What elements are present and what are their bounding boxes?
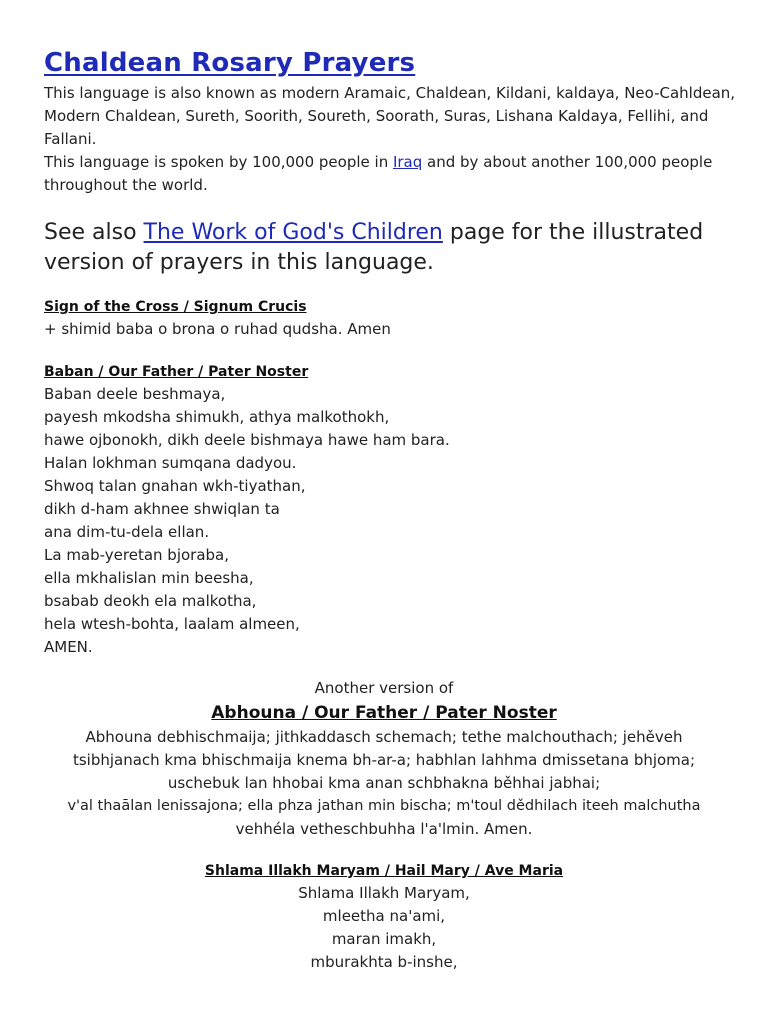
prayer-line: vehhéla vetheschbuhha l'a'lmin. Amen. xyxy=(235,820,533,838)
page-title[interactable]: Chaldean Rosary Prayers xyxy=(44,48,416,78)
abhouna-lines xyxy=(34,726,734,841)
our-father-section xyxy=(44,361,744,659)
prayer-line: maran imakh, xyxy=(331,930,437,948)
intro-speakers xyxy=(44,151,744,197)
hail-mary-lines xyxy=(34,882,734,974)
prayer-line: tsibhjanach kma bhischmaija knema bh-ar-a; habhlan lahhma dmissetana bhjoma; xyxy=(72,751,696,769)
work-of-gods-children-link[interactable]: The Work of God's Children xyxy=(143,220,443,245)
prayer-line: AMEN. xyxy=(44,638,93,656)
intro-language-names: This language is also known as modern Aramaic, Chaldean, Kildani, kaldaya, Neo-Cahldean, Modern Chaldean, Sureth, Soorith, Soureth, Soorath, Suras, Lishana Kaldaya, Fellihi, and Fallani. xyxy=(44,84,736,148)
another-version-label: Another version of xyxy=(314,679,454,697)
prayer-line: v'al thaālan lenissajona; ella phza jathan min bischa; m'toul dědhilach iteeh malchutha xyxy=(67,798,701,814)
intro-speakers-text: This language is spoken by 100,000 people in xyxy=(44,153,393,171)
prayer-line: Baban deele beshmaya, xyxy=(44,385,226,403)
our-father-heading: Baban / Our Father / Pater Noster xyxy=(44,364,309,380)
prayer-line: ella mkhalislan min beesha, xyxy=(44,569,254,587)
prayer-line: bsabab deokh ela malkotha, xyxy=(44,592,257,610)
prayer-line: hawe ojbonokh, dikh deele bishmaya hawe ham bara. xyxy=(44,431,450,449)
prayer-line: Shlama Illakh Maryam, xyxy=(298,884,470,902)
intro-text xyxy=(44,82,744,197)
prayer-line: uschebuk lan hhobai kma anan schbhakna běhhai jabhai; xyxy=(167,774,601,792)
prayer-line: La mab-yeretan bjoraba, xyxy=(44,546,230,564)
prayer-line: Abhouna debhischmaija; jithkaddasch schemach; tethe malchouthach; jehěveh xyxy=(85,728,683,746)
prayer-line: dikh d-ham akhnee shwiqlan ta xyxy=(44,500,280,518)
prayer-line: Shwoq talan gnahan wkh-tiyathan, xyxy=(44,477,306,495)
prayer-line: + shimid baba o brona o ruhad qudsha. Amen xyxy=(44,320,391,338)
intro-speakers-text-end: and by about another 100,000 people throughout the world. xyxy=(44,153,713,194)
another-version-section xyxy=(34,677,734,841)
sign-of-cross-lines xyxy=(44,318,744,341)
prayer-line: payesh mkodsha shimukh, athya malkothokh, xyxy=(44,408,390,426)
our-father-lines xyxy=(44,383,744,659)
iraq-link[interactable]: Iraq xyxy=(392,153,423,171)
prayer-line: ana dim-tu-dela ellan. xyxy=(44,523,210,541)
prayer-line: hela wtesh-bohta, laalam almeen, xyxy=(44,615,300,633)
see-also-note xyxy=(44,218,744,278)
hail-mary-heading: Shlama Illakh Maryam / Hail Mary / Ave Maria xyxy=(204,863,564,879)
hail-mary-section xyxy=(34,860,734,974)
sign-of-cross-section xyxy=(44,296,744,341)
see-also-suffix: page for the illustrated version of prayers in this language. xyxy=(44,220,704,275)
see-also-prefix: See also xyxy=(44,220,144,245)
prayer-line: mleetha na'ami, xyxy=(322,907,446,925)
sign-of-cross-heading: Sign of the Cross / Signum Crucis xyxy=(44,299,307,315)
prayer-line: mburakhta b-inshe, xyxy=(310,953,458,971)
prayer-line: Halan lokhman sumqana dadyou. xyxy=(44,454,297,472)
abhouna-heading: Abhouna / Our Father / Pater Noster xyxy=(211,703,557,723)
